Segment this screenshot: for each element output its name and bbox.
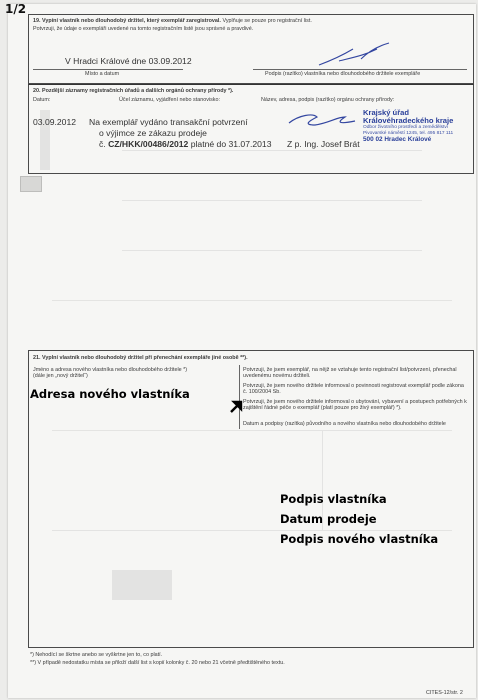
column-authority: Název, adresa, podpis (razítko) orgánu ochrany přírody: [261,97,395,103]
new-holder-label: Jméno a adresa nového vlastníka nebo dlouhodobého držitele *) [33,367,188,373]
place-date-line [33,69,183,70]
form-code: CITES-12/str. 2 [426,690,463,696]
signature-label-19: Podpis (razítko) vlastníka nebo dlouhodobého držitele exempláře [265,71,421,77]
annotation-owner-signature: Podpis vlastníka [280,492,387,506]
section-19-text: Potvrzuji, že údaje o exempláři uvedené na tomto registračním listě jsou správné a pravdivé. [33,26,254,32]
column-purpose: Účel záznamu, vyjádření nebo stanovisko: [119,97,220,103]
annotation-new-owner-signature: Podpis nového vlastníka [280,532,439,546]
edge-mark [20,176,42,192]
section-19-title: 19. Vypíní vlastník nebo dlouhodobý držitel, který exemplář zaregistroval. Vyplňuje se pouze pro registrační list. [33,18,312,24]
confirmation-1: Potvrzuji, že jsem exemplář, na nějž se vztahuje tento registrační list/potvrzení, přenechal uvedenému novému držiteli. [243,367,457,380]
signature-line-19 [253,69,467,70]
annotation-new-owner-address: Adresa nového vlastníka [30,387,190,401]
section-19 [28,14,474,84]
authority-stamp: Krajský úřad Královéhradeckého kraje Odbor životního prostředí a zemědělství Pivovarské náměstí 1245, tel. 495 817 111 500 02 Hradec Králové [363,108,454,144]
transaction-reference: CZ/HKK/00486/2012 [108,139,189,149]
section-21-title: 21. Vyplní vlastník nebo dlouhodobý držitel při přenechání exempláře jiné osobě **). [33,355,248,361]
column-date: Datum: [33,97,51,103]
confirmation-3: Potvrzuji, že jsem nového držitele informoval o ubytování, vybavení a postupech potřebných k zajištění řádné péče o exemplář (platí pouze pro živý exemplář) *). [243,399,467,412]
section-20-title: 20. Pozdější záznamy registračních úřadů a dalších orgánů ochrany přírody *). [33,88,234,94]
confirmation-2: Potvrzuji, že jsem nového držitele informoval o povinnosti registrovat exemplář podle zákona č. 100/2004 Sb. [243,383,464,396]
entry-date: 03.09.2012 [33,117,77,127]
section-20 [28,84,474,174]
signature-scribble-19 [315,39,395,71]
annotation-sale-date: Datum prodeje [280,512,377,526]
arrow-icon [228,397,246,415]
footnote-2: **) V případě nedostatku místa se přiloží další list s kopií kolonky č. 20 nebo 21 včetně předtištěného textu. [30,660,285,666]
place-date-label: Místo a datum [85,71,120,77]
confirmation-4: Datum a podpisy (razítka) původního a nového vlastníka nebo dlouhodobého držitele [243,421,446,427]
page-number-label: 1/2 [5,2,27,16]
entry-line-1: Na exemplář vydáno transakční potvrzení [89,117,248,127]
place-date-value: V Hradci Králové dne 03.09.2012 [65,56,192,66]
signature-scribble-20 [285,109,361,131]
entry-line-2: o výjimce ze zákazu prodeje [99,128,207,138]
entry-signer: Z p. Ing. Josef Brát [287,139,360,149]
document-page [8,4,476,698]
entry-line-3: č. CZ/HKK/00486/2012 platné do 31.07.2013 [99,139,272,149]
new-holder-label-note: (dále jen „nový držitel“) [33,373,88,379]
footnote-1: *) Nehodící se škrtne anebo se vyškrtne jen to, co platí. [30,652,163,658]
